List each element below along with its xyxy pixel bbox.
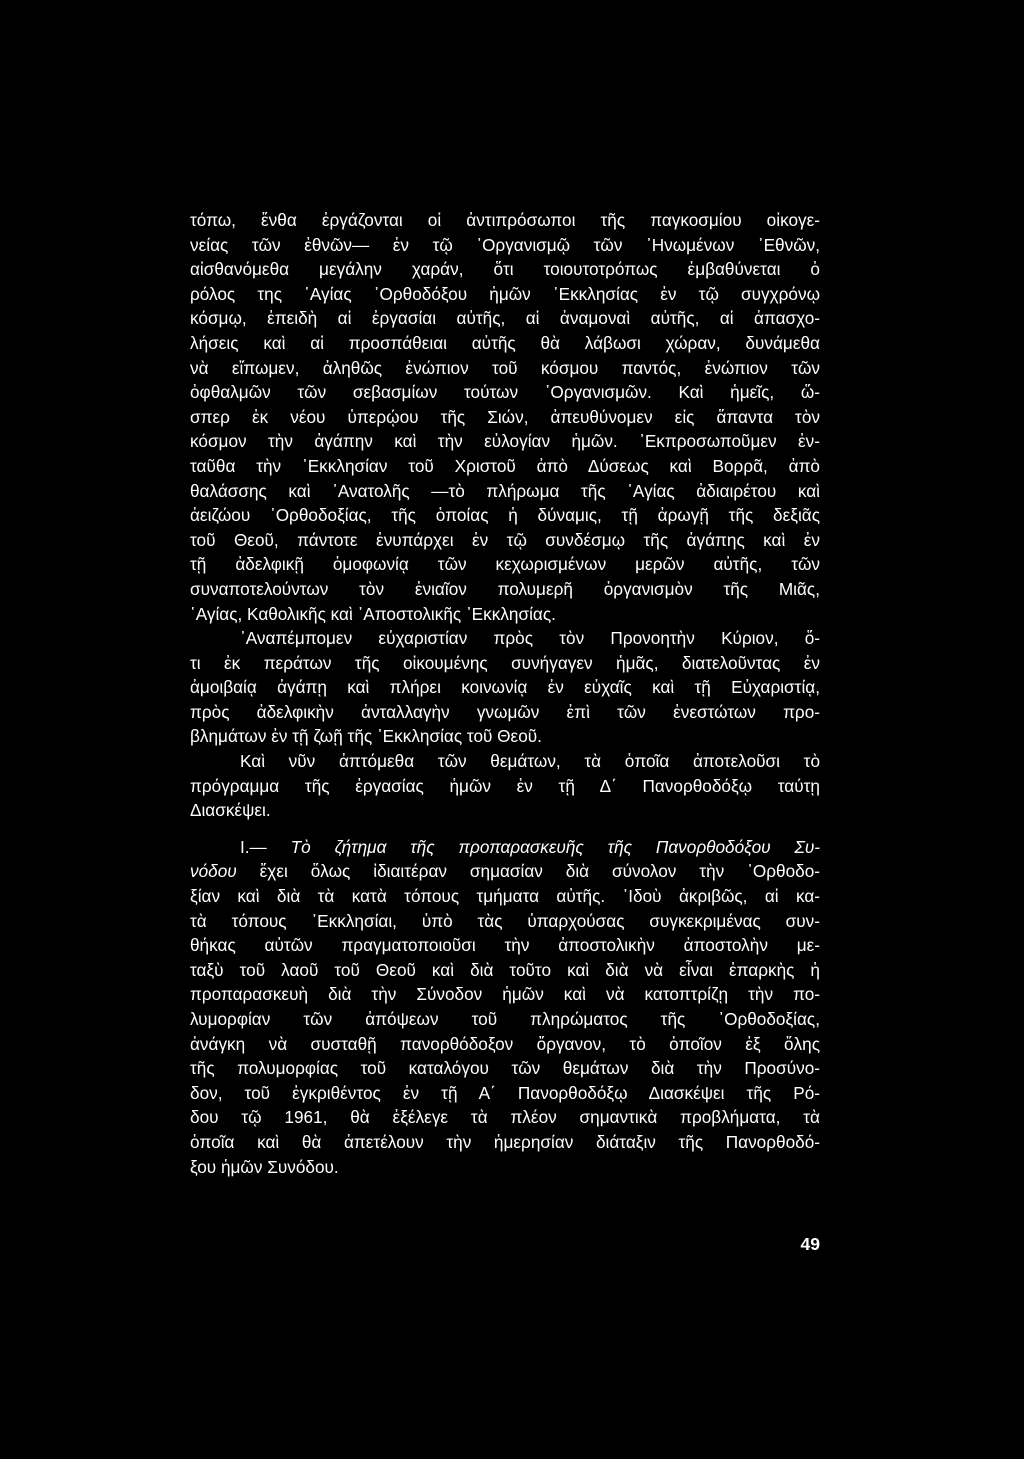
text-line: τῇ ἀδελφικῇ ὁμοφωνίᾳ τῶν κεχωρισμένων μερῶν αὐτῆς, τῶν xyxy=(190,554,820,575)
section-heading-continued: νόδου xyxy=(190,861,237,882)
text-line: ξου ἡμῶν Συνόδου. xyxy=(190,1156,339,1177)
text-line: τοῦ Θεοῦ, πάντοτε ἐνυπάρχει ἐν τῷ συνδέσμῳ τῆς ἀγάπης καὶ ἐν xyxy=(190,529,820,550)
paragraph xyxy=(190,835,820,1179)
text-line: πρὸς ἀδελφικὴν ἀνταλλαγὴν γνωμῶν ἐπὶ τῶν ἐνεστώτων προ- xyxy=(190,701,820,722)
paragraph xyxy=(190,749,820,823)
text-line: ἀειζώου ᾿Ορθοδοξίας, τῆς ὁποίας ἡ δύναμις, τῇ ἀρωγῇ τῆς δεξιᾶς xyxy=(190,505,820,526)
text-line: νὰ εἴπωμεν, ἀληθῶς ἐνώπιον τοῦ κόσμου παντός, ἐνώπιον τῶν xyxy=(190,357,820,378)
text-run: ἔχει ὅλως ἰδιαιτέραν σημασίαν διὰ σύνολον τὴν ᾿Ορθοδο- xyxy=(236,861,820,882)
text-line: ξίαν καὶ διὰ τὰ κατὰ τόπους τμήματα αὐτῆς. ᾿Ιδοὺ ἀκριβῶς, αἱ κα- xyxy=(190,886,820,907)
text-line: ρόλος της ῾Αγίας ᾿Ορθοδόξου ἡμῶν ᾿Εκκλησίας ἐν τῷ συγχρόνῳ xyxy=(190,283,820,304)
text-line: λήσεις καὶ αἱ προσπάθειαι αὐτῆς θὰ λάβωσι χώραν, δυνάμεθα xyxy=(190,332,820,353)
text-line: τι ἐκ περάτων τῆς οἰκουμένης συνήγαγεν ἡμᾶς, διατελοῦντας ἐν xyxy=(190,652,820,673)
text-line: συναποτελούντων τὸν ἑνιαῖον πολυμερῆ ὀργανισμὸν τῆς Μιᾶς, xyxy=(190,578,820,599)
text-line: θαλάσσης καὶ ᾿Ανατολῆς —τὸ πλήρωμα τῆς ῾Αγίας ἀδιαιρέτου καὶ xyxy=(190,480,820,501)
text-line: τόπω, ἔνθα ἐργάζονται οἱ ἀντιπρόσωποι τῆς παγκοσμίου οἰκογε- xyxy=(190,210,820,230)
text-line: ταξὺ τοῦ λαοῦ τοῦ Θεοῦ καὶ διὰ τοῦτο καὶ διὰ νὰ εἶναι ἐπαρκὴς ἡ xyxy=(190,959,820,980)
text-line: τὰ τόπους ᾿Εκκλησίαι, ὑπὸ τὰς ὑπαρχούσας συγκεκριμένας συν- xyxy=(190,910,820,931)
text-line: προπαρασκευὴ διὰ τὴν Σύνοδον ἡμῶν καὶ νὰ κατοπτρίζῃ τὴν πο- xyxy=(190,984,820,1005)
text-line: βλημάτων ἐν τῇ ζωῇ τῆς ᾿Εκκλησίας τοῦ Θεοῦ. xyxy=(190,726,542,747)
text-line xyxy=(190,859,820,884)
text-line: δου τῷ 1961, θὰ ἐξέλεγε τὰ πλέον σημαντικὰ προβλήματα, τὰ xyxy=(190,1107,820,1128)
section-heading: Τὸ ζήτημα τῆς προπαρασκευῆς τῆς Πανορθοδόξου Συ- xyxy=(290,836,820,857)
text-line: ἀμοιβαίᾳ ἀγάπῃ καὶ πλήρει κοινωνίᾳ ἐν εὐχαῖς καὶ τῇ Εὐχαριστίᾳ, xyxy=(190,677,820,698)
text-line: ὀφθαλμῶν τῶν σεβασμίων τούτων ᾿Οργανισμῶν. Καὶ ἡμεῖς, ὥ- xyxy=(190,382,820,403)
text-line: σπερ ἐκ νέου ὑπερῴου τῆς Σιών, ἀπευθύνομεν εἰς ἅπαντα τὸν xyxy=(190,406,820,427)
paragraph xyxy=(190,626,820,749)
text-line: ᾿Αναπέμπομεν εὐχαριστίαν πρὸς τὸν Προνοητὴν Κύριον, ὅ- xyxy=(240,628,820,649)
text-line: ὁποῖα καὶ θὰ ἀπετέλουν τὴν ἡμερησίαν διάταξιν τῆς Πανορθοδό- xyxy=(190,1131,820,1152)
text-line: λυμορφίαν τῶν ἀπόψεων τοῦ πληρώματος τῆς ᾿Ορθοδοξίας, xyxy=(190,1009,820,1029)
text-line: αἰσθανόμεθα μεγάλην χαράν, ὅτι τοιουτοτρόπως ἐμβαθύνεται ὁ xyxy=(190,259,820,280)
text-line: ἀνάγκη νὰ συσταθῇ πανορθόδοξον ὄργανον, τὸ ὁποῖον ἐξ ὅλης xyxy=(190,1033,820,1054)
text-line: πρόγραμμα τῆς ἐργασίας ἡμῶν ἐν τῇ Δ΄ Πανορθοδόξῳ ταύτῃ xyxy=(190,775,820,796)
text-line: κόσμῳ, ἐπειδὴ αἱ ἐργασίαι αὐτῆς, αἱ ἀναμοναὶ αὐτῆς, αἱ ἀπασχο- xyxy=(190,308,820,329)
paragraph xyxy=(190,208,820,626)
text-line: νείας τῶν ἐθνῶν— ἐν τῷ ᾿Οργανισμῷ τῶν ᾿Ηνωμένων ᾿Εθνῶν, xyxy=(190,234,820,255)
body-text xyxy=(190,208,820,1179)
page-number: 49 xyxy=(800,1234,820,1254)
section-number: Ι.— xyxy=(240,836,267,857)
text-line: ῾Αγίας, Καθολικῆς καὶ ᾿Αποστολικῆς ᾿Εκκλησίας. xyxy=(190,603,556,624)
text-line xyxy=(190,835,820,860)
text-line: κόσμον τὴν ἀγάπην καὶ τὴν εὐλογίαν ἡμῶν. ᾿Εκπροσωποῦμεν ἐν- xyxy=(190,431,820,452)
text-line: Καὶ νῦν ἀπτόμεθα τῶν θεμάτων, τὰ ὁποῖα ἀποτελοῦσι τὸ xyxy=(240,751,820,772)
text-line: θήκας αὐτῶν πραγματοποιοῦσι τὴν ἀποστολικὴν ἀποστολὴν με- xyxy=(190,935,820,956)
text-line: τῆς πολυμορφίας τοῦ καταλόγου τῶν θεμάτων διὰ τὴν Προσύνο- xyxy=(190,1058,820,1079)
text-line: δον, τοῦ ἐγκριθέντος ἐν τῇ Α΄ Πανορθοδόξῳ Διασκέψει τῆς Ρό- xyxy=(190,1082,820,1103)
text-line: ταῦθα τὴν ᾿Εκκλησίαν τοῦ Χριστοῦ ἀπὸ Δύσεως καὶ Βορρᾶ, ἀπὸ xyxy=(190,455,820,476)
text-line: Διασκέψει. xyxy=(190,800,271,821)
